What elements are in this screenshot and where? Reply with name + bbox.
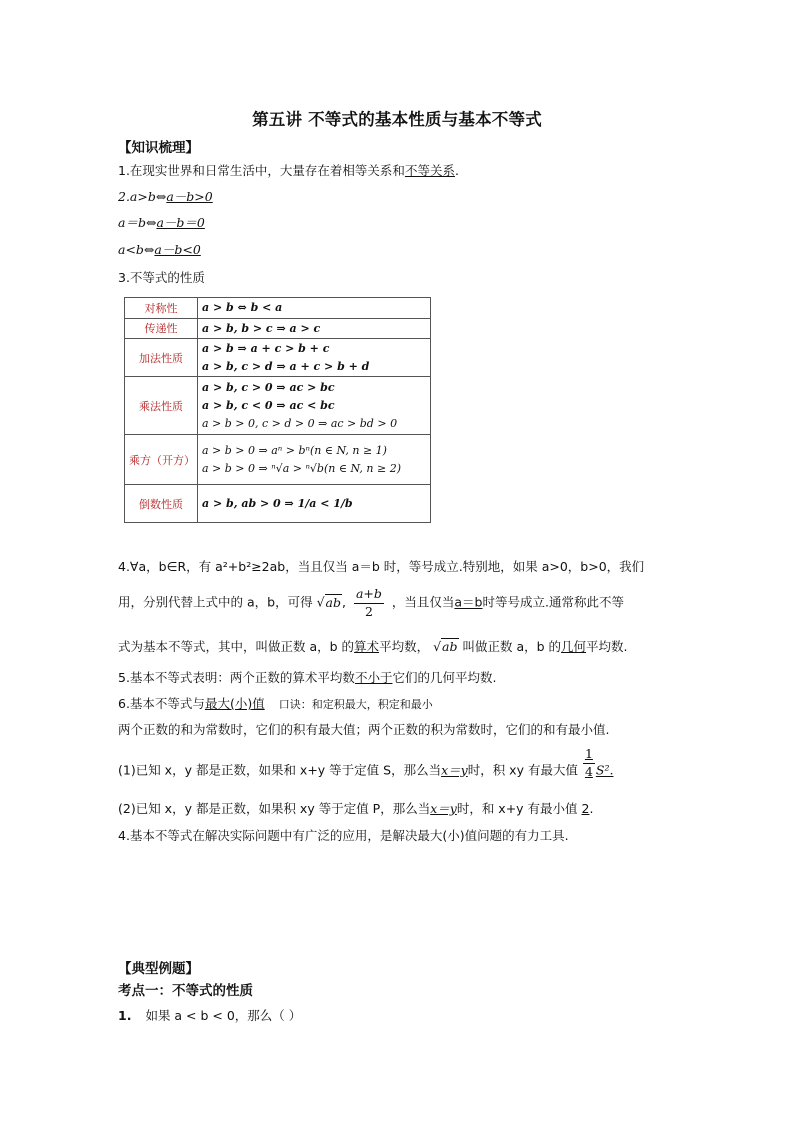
- paragraph-2c: [118, 240, 201, 258]
- table-row: [125, 435, 431, 485]
- fraction-numerator: a+b: [354, 588, 384, 604]
- fraction-one-quarter: [583, 748, 595, 778]
- table-row: [125, 298, 431, 319]
- p7-text: (1)已知 x，y 都是正数，如果和 x+y 等于定值 S，那么当: [118, 762, 442, 778]
- p2b-underline: a－b＝0: [156, 215, 205, 230]
- p2a-underline: a－b>0: [166, 189, 213, 204]
- row-formula: a > b ⇔ b < a: [198, 298, 431, 319]
- row-formula: a > b, b > c ⇒ a > c: [198, 318, 431, 339]
- question-number: 1.: [118, 1008, 132, 1023]
- row-label: 对称性: [125, 298, 198, 319]
- paragraph-4-line-2: 用，分别代替上式中的 a，b，可得 √ab, $\frac{a+b}{2}$ ，当且仅当a＝b时等号成立.通常称此不等: [118, 586, 624, 619]
- p2b-text: a＝b⇔: [118, 215, 157, 230]
- paragraph-6: [118, 694, 433, 712]
- paragraph-9: 4.基本不等式在解决实际问题中有广泛的应用，是解决最大(小)值问题的有力工具.: [118, 828, 569, 843]
- table-row: [125, 377, 431, 435]
- page-title: 第五讲 不等式的基本性质与基本不等式: [252, 110, 542, 129]
- paragraph-4-line-3: [118, 637, 628, 655]
- row-label: 倒数性质: [125, 485, 198, 523]
- section-heading-knowledge: 【知识梳理】: [118, 140, 199, 156]
- p5-post: 它们的几何平均数.: [392, 670, 497, 685]
- p4-text-e: ，当且仅当: [391, 594, 455, 610]
- p7-mid: 时，积 xy 有最大值: [467, 762, 578, 778]
- p6-text: 6.基本不等式与: [118, 696, 205, 711]
- paragraph-5: [118, 668, 496, 686]
- formula-line: a > b > 0 ⇒ aⁿ > bⁿ(n ∈ N, n ≥ 1): [202, 444, 387, 458]
- paragraph-2b: [118, 213, 205, 231]
- p4-underline-geo: 几何: [561, 639, 587, 654]
- p8-mid: 时，和 x+y 有最小值: [456, 801, 578, 816]
- p4-underline: a＝b: [454, 594, 483, 610]
- paragraph-7: [118, 746, 614, 786]
- p8-underline: x＝y: [430, 801, 457, 816]
- sqrt-ab-2: √ab: [433, 639, 458, 654]
- row-formula: a > b, ab > 0 ⇒ 1/a < 1/b: [198, 485, 431, 523]
- p4-text-3a: 式为基本不等式，其中，叫做正数 a，b 的: [118, 639, 355, 654]
- topic-heading: 考点一：不等式的性质: [118, 983, 253, 999]
- sqrt-radicand: ab: [325, 594, 341, 610]
- formula-line: a > b ⇒ a + c > b + c: [202, 342, 330, 356]
- fraction-denominator: 4: [584, 763, 593, 779]
- p5-underline: 不小于: [354, 670, 393, 685]
- p8-text: (2)已知 x，y 都是正数，如果积 xy 等于定值 P，那么当: [118, 801, 431, 816]
- formula-line: a > b, c > 0 ⇒ ac > bc: [202, 381, 335, 395]
- formula-line: a > b > 0 ⇒ ⁿ√a > ⁿ√b(n ∈ N, n ≥ 2): [202, 461, 401, 475]
- p4-text-f: 时等号成立.通常称此不等: [482, 594, 624, 610]
- row-label: 乘法性质: [125, 377, 198, 435]
- sqrt-ab: √ab: [316, 594, 341, 610]
- paragraph-2a: [118, 187, 213, 205]
- p7-post: S².: [595, 762, 614, 778]
- table-row: [125, 485, 431, 523]
- inequality-properties-table: [124, 297, 431, 523]
- fraction-denominator: 2: [364, 603, 373, 619]
- table-row: [125, 339, 431, 377]
- question-text: 如果 a < b < 0，那么（ ）: [145, 1008, 302, 1023]
- p4-text-3d: 平均数.: [586, 639, 628, 654]
- p4-underline-arith: 算术: [354, 639, 380, 654]
- p7-underline: x＝y: [441, 762, 468, 778]
- formula-line: a > b, c < 0 ⇒ ac < bc: [202, 399, 335, 413]
- row-label: 加法性质: [125, 339, 198, 377]
- row-label: 乘方（开方）: [125, 435, 198, 485]
- paragraph-6b: 两个正数的和为常数时，它们的积有最大值；两个正数的积为常数时，它们的和有最小值.: [118, 722, 610, 737]
- row-label: 传递性: [125, 318, 198, 339]
- row-formula: [198, 339, 431, 377]
- table-row: [125, 318, 431, 339]
- p1-text: 1.在现实世界和日常生活中，大量存在着相等关系和: [118, 163, 405, 178]
- p2a-text: 2.a>b⇔: [118, 189, 167, 204]
- p6-mnemonic: 口诀：和定积最大，积定和最小: [278, 698, 433, 711]
- p5-text: 5.基本不等式表明：两个正数的算术平均数: [118, 670, 355, 685]
- formula-line: a > b > 0, c > d > 0 ⇒ ac > bd > 0: [202, 416, 398, 430]
- question-1: [118, 1006, 301, 1024]
- paragraph-1: [118, 161, 459, 179]
- p8-post: .: [589, 801, 594, 816]
- p6-underline: 最大(小)值: [204, 696, 265, 711]
- row-formula: [198, 377, 431, 435]
- p4-text-3c: 叫做正数 a，b 的: [462, 639, 562, 654]
- fraction-a-plus-b-over-2: [354, 588, 384, 618]
- section-heading-examples: 【典型例题】: [118, 961, 199, 977]
- paragraph-4-line-1: 4.∀a，b∈R，有 a²+b²≥2ab，当且仅当 a＝b 时，等号成立.特别地，如果 a>0，b>0，我们: [118, 559, 645, 574]
- p4-text-3b: 平均数，: [379, 639, 430, 654]
- p4-text-a: 用，分别代替上式中的 a，b，可得: [118, 594, 313, 610]
- paragraph-3: 3.不等式的性质: [118, 270, 205, 285]
- fraction-numerator: 1: [583, 748, 595, 764]
- p2c-text: a<b⇔: [118, 242, 155, 257]
- p2c-underline: a－b<0: [154, 242, 201, 257]
- p1-underline: 不等关系: [404, 163, 455, 178]
- p1-post: .: [454, 163, 459, 178]
- p8-underline-2: 2: [581, 801, 590, 816]
- sqrt-radicand: ab: [442, 639, 458, 654]
- paragraph-8: [118, 799, 593, 817]
- formula-line: a > b, c > d ⇒ a + c > b + d: [202, 359, 370, 373]
- row-formula: [198, 435, 431, 485]
